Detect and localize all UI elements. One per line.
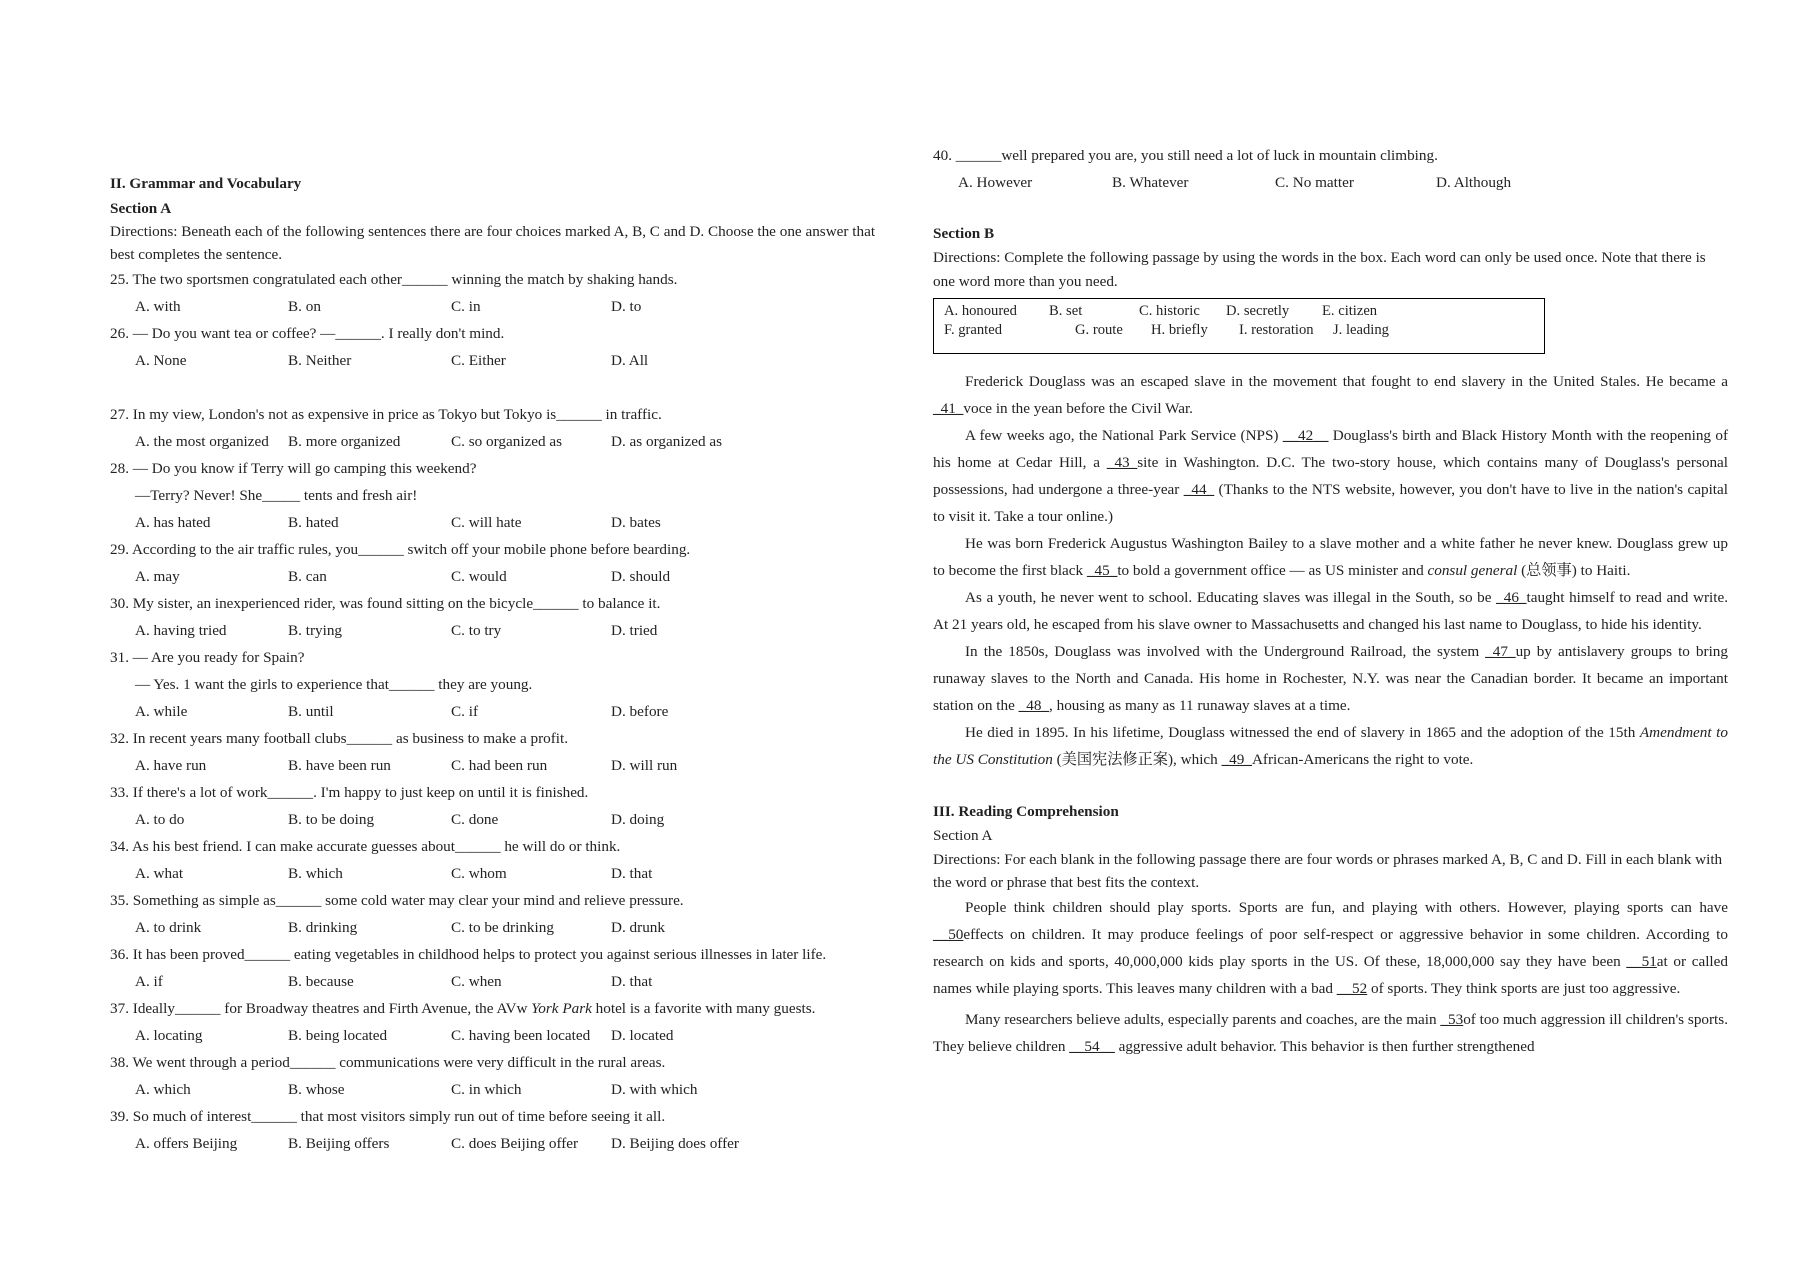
- blank-45: _45_: [1086, 562, 1118, 579]
- word-option: I. restoration: [1239, 322, 1314, 338]
- paragraph: In the 1850s, Douglass was involved with the Underground Railroad, the system _47_up by antislavery groups to bring runaway slaves to the North and Canada. His home in Rochester, N.Y. was near the Canadian border. It became an important station on the _48_, housing as many as 11 runaway slaves at a time.: [933, 643, 1728, 714]
- question-options: [110, 914, 900, 941]
- option: D. that: [611, 865, 653, 882]
- word-box: [933, 298, 1545, 354]
- question-stem: 32. In recent years many football clubs______ as business to make a profit.: [110, 730, 569, 747]
- question-stem: 35. Something as simple as______ some cold water may clear your mind and relieve pressure.: [110, 892, 684, 909]
- option: C. so organized as: [451, 433, 563, 450]
- section-heading: II. Grammar and Vocabulary: [110, 175, 302, 192]
- option: C. to try: [451, 622, 502, 639]
- blank-43: _43_: [1106, 454, 1138, 471]
- option: A. what: [135, 865, 184, 882]
- right-column: [933, 142, 1728, 1060]
- question-stem: 25. The two sportsmen congratulated each other______ winning the match by shaking hands.: [110, 271, 678, 288]
- blank-53: _53: [1440, 1011, 1464, 1028]
- option: B. Neither: [288, 352, 352, 369]
- option: C. in: [451, 298, 481, 315]
- option: A. while: [135, 703, 188, 720]
- word-option: J. leading: [1333, 322, 1389, 338]
- option: C. having been located: [451, 1027, 591, 1044]
- paragraph: Many researchers believe adults, especially parents and coaches, are the main _53of too much aggression ill children's sports. They believe children __54__ aggressive adult behavior. This behavior is then further strengthened: [933, 1011, 1728, 1055]
- question-stem-line-2: —Terry? Never! She_____ tents and fresh air!: [135, 487, 418, 504]
- option: B. more organized: [288, 433, 401, 450]
- question-options: [110, 698, 900, 725]
- option: D. that: [611, 973, 653, 990]
- paragraph: As a youth, he never went to school. Educating slaves was illegal in the South, so be _46_taught himself to read and write. At 21 years old, he escaped from his slave owner to Massachusetts and changed his last name to Douglass, to hide his identity.: [933, 589, 1728, 633]
- blank-41: _41_: [933, 400, 964, 417]
- question-40-options: [933, 169, 1728, 196]
- question-options: [110, 752, 900, 779]
- option: A. offers Beijing: [135, 1135, 238, 1152]
- question-stem: 28. — Do you know if Terry will go camping this weekend?: [110, 460, 477, 477]
- question-options: [110, 509, 900, 536]
- option: D. doing: [611, 811, 665, 828]
- word-option: C. historic: [1139, 303, 1200, 319]
- option: B. being located: [288, 1027, 388, 1044]
- option: A. which: [135, 1081, 191, 1098]
- option: A. have run: [135, 757, 207, 774]
- option: B. which: [288, 865, 343, 882]
- paragraph: People think children should play sports. Sports are fun, and playing with others. However, playing sports can have __50effects on children. It may produce feelings of poor self-respect or aggressive behavior in some children. According to research on kids and sports, 40,000,000 kids play sports in the US. Of these, 18,000,000 say they have been __51at or called names while playing sports. This leaves many children with a bad __52 of sports. They think sports are just too aggressive.: [933, 899, 1728, 997]
- option: D. bates: [611, 514, 661, 531]
- paragraph: Frederick Douglass was an escaped slave in the movement that fought to end slavery in the United Stales. He became a _41_voce in the yean before the Civil War.: [933, 373, 1728, 417]
- blank-52: __52: [1336, 980, 1368, 997]
- left-column: [110, 170, 900, 1157]
- question-list: [110, 266, 900, 1157]
- option: B. drinking: [288, 919, 358, 936]
- word-option: D. secretly: [1226, 303, 1290, 319]
- option: C. whom: [451, 865, 507, 882]
- blank-48: _48_: [1018, 697, 1050, 714]
- blank-47: _47_: [1485, 643, 1516, 660]
- section-3a-label: Section A: [933, 827, 993, 844]
- question-stem: 31. — Are you ready for Spain?: [110, 649, 305, 666]
- question-options: [110, 1130, 900, 1157]
- option: C. in which: [451, 1081, 522, 1098]
- option: B. until: [288, 703, 334, 720]
- option: C. would: [451, 568, 507, 585]
- option: D. tried: [611, 622, 658, 639]
- option: D. drunk: [611, 919, 665, 936]
- paragraph: He died in 1895. In his lifetime, Douglass witnessed the end of slavery in 1865 and the adoption of the 15th Amendment to the US Constitution (美国宪法修正案), which _49_African-Americans the right to vote.: [933, 724, 1728, 768]
- directions-b: Directions: Complete the following passage by using the words in the box. Each word can only be used once. Note that there is one word more than you need.: [933, 249, 1706, 290]
- word-option: B. set: [1049, 303, 1083, 319]
- question-options: [110, 293, 900, 320]
- question-options: [110, 860, 900, 887]
- option: A. locating: [135, 1027, 203, 1044]
- blank-44: _44_: [1183, 481, 1215, 498]
- question-40-stem: 40. ______well prepared you are, you still need a lot of luck in mountain climbing.: [933, 147, 1438, 164]
- option: B. to be doing: [288, 811, 375, 828]
- word-box-row-1: [944, 302, 1534, 321]
- question-options: [110, 806, 900, 833]
- question-stem: 36. It has been proved______ eating vegetables in childhood helps to protect you against serious illnesses in later life.: [110, 946, 827, 963]
- option: A. However: [958, 174, 1033, 191]
- question-stem: 27. In my view, London's not as expensive in price as Tokyo but Tokyo is______ in traffic.: [110, 406, 662, 423]
- blank-51: __51: [1626, 953, 1657, 970]
- question-options: [110, 1022, 900, 1049]
- word-option: G. route: [1075, 322, 1123, 338]
- blank-46: _46_: [1496, 589, 1527, 606]
- option: C. done: [451, 811, 499, 828]
- question-options: [110, 347, 900, 374]
- option: D. located: [611, 1027, 674, 1044]
- option: D. Beijing does offer: [611, 1135, 739, 1152]
- question-stem: 26. — Do you want tea or coffee? —______. I really don't mind.: [110, 325, 505, 342]
- option: D. will run: [611, 757, 678, 774]
- paragraph: A few weeks ago, the National Park Service (NPS) __42__ Douglass's birth and Black History Month with the reopening of his home at Cedar Hill, a _43_site in Washington. D.C. The two-story house, which contains many of Douglass's personal possessions, had undergone a three-year _44_ (Thanks to the NTS website, however, you don't have to live in the nation's capital to visit it. Take a tour online.): [933, 427, 1729, 525]
- option: D. as organized as: [611, 433, 723, 450]
- option: D. should: [611, 568, 671, 585]
- directions-3: Directions: For each blank in the following passage there are four words or phrases marked A, B, C and D. Fill in each blank with the word or phrase that best fits the context.: [933, 851, 1723, 891]
- question-options: [110, 1076, 900, 1103]
- option: B. Beijing offers: [288, 1135, 390, 1152]
- word-option: H. briefly: [1151, 322, 1208, 338]
- option: C. will hate: [451, 514, 522, 531]
- option: A. None: [135, 352, 187, 369]
- option: D. with which: [611, 1081, 698, 1098]
- option: A. may: [135, 568, 180, 585]
- blank-42: __42__: [1282, 427, 1329, 444]
- option: C. had been run: [451, 757, 548, 774]
- option: A. has hated: [135, 514, 211, 531]
- question-options: [110, 968, 900, 995]
- question-stem: 34. As his best friend. I can make accurate guesses about______ he will do or think.: [110, 838, 621, 855]
- option: B. have been run: [288, 757, 391, 774]
- question-stem: 29. According to the air traffic rules, you______ switch off your mobile phone before bearding.: [110, 541, 691, 558]
- option: A. with: [135, 298, 181, 315]
- question-stem: 30. My sister, an inexperienced rider, was found sitting on the bicycle______ to balance it.: [110, 595, 661, 612]
- blank-50: __50: [933, 926, 964, 943]
- section-a-label: Section A: [110, 200, 172, 217]
- option: C. No matter: [1275, 174, 1354, 191]
- blank-49: _49_: [1221, 751, 1252, 768]
- question-stem: 37. Ideally______ for Broadway theatres and Firth Avenue, the AVw York Park hotel is a favorite with many guests.: [110, 1000, 816, 1017]
- option: D. All: [611, 352, 649, 369]
- question-stem: 38. We went through a period______ communications were very difficult in the rural areas.: [110, 1054, 666, 1071]
- word-option: A. honoured: [944, 303, 1017, 319]
- question-stem: 33. If there's a lot of work______. I'm happy to just keep on until it is finished.: [110, 784, 589, 801]
- question-stem-line-2: — Yes. 1 want the girls to experience that______ they are young.: [135, 676, 533, 693]
- option: B. because: [288, 973, 354, 990]
- question-options: [110, 428, 900, 455]
- option: C. does Beijing offer: [451, 1135, 579, 1152]
- blank-54: __54__: [1069, 1038, 1115, 1055]
- directions: Directions: Beneath each of the following sentences there are four choices marked A, B, C and D. Choose the one answer that best completes the sentence.: [110, 223, 876, 263]
- option: B. Whatever: [1112, 174, 1189, 191]
- section-heading-3: III. Reading Comprehension: [933, 803, 1119, 820]
- option: D. Although: [1436, 174, 1512, 191]
- option: A. the most organized: [135, 433, 269, 450]
- option: C. Either: [451, 352, 506, 369]
- option: B. whose: [288, 1081, 345, 1098]
- option: D. before: [611, 703, 669, 720]
- option: A. if: [135, 973, 163, 990]
- option: A. to drink: [135, 919, 202, 936]
- question-options: [110, 617, 900, 644]
- option: B. can: [288, 568, 327, 585]
- option: A. to do: [135, 811, 185, 828]
- option: B. trying: [288, 622, 343, 639]
- option: B. on: [288, 298, 321, 315]
- question-stem: 39. So much of interest______ that most visitors simply run out of time before seeing it all.: [110, 1108, 666, 1125]
- paragraph: He was born Frederick Augustus Washington Bailey to a slave mother and a white father he never knew. Douglass grew up to become the first black _45_to bold a government office — as US minister and consul general (总领事) to Haiti.: [933, 535, 1728, 579]
- question-options: [110, 563, 900, 590]
- word-option: F. granted: [944, 322, 1003, 338]
- option: C. when: [451, 973, 502, 990]
- option: B. hated: [288, 514, 339, 531]
- section-b-label: Section B: [933, 225, 995, 242]
- word-option: E. citizen: [1322, 303, 1378, 319]
- option: D. to: [611, 298, 642, 315]
- passage-3: [933, 894, 1728, 1060]
- option: C. if: [451, 703, 479, 720]
- passage-b: [933, 368, 1728, 773]
- option: C. to be drinking: [451, 919, 554, 936]
- word-box-row-2: [944, 321, 1534, 340]
- option: A. having tried: [135, 622, 227, 639]
